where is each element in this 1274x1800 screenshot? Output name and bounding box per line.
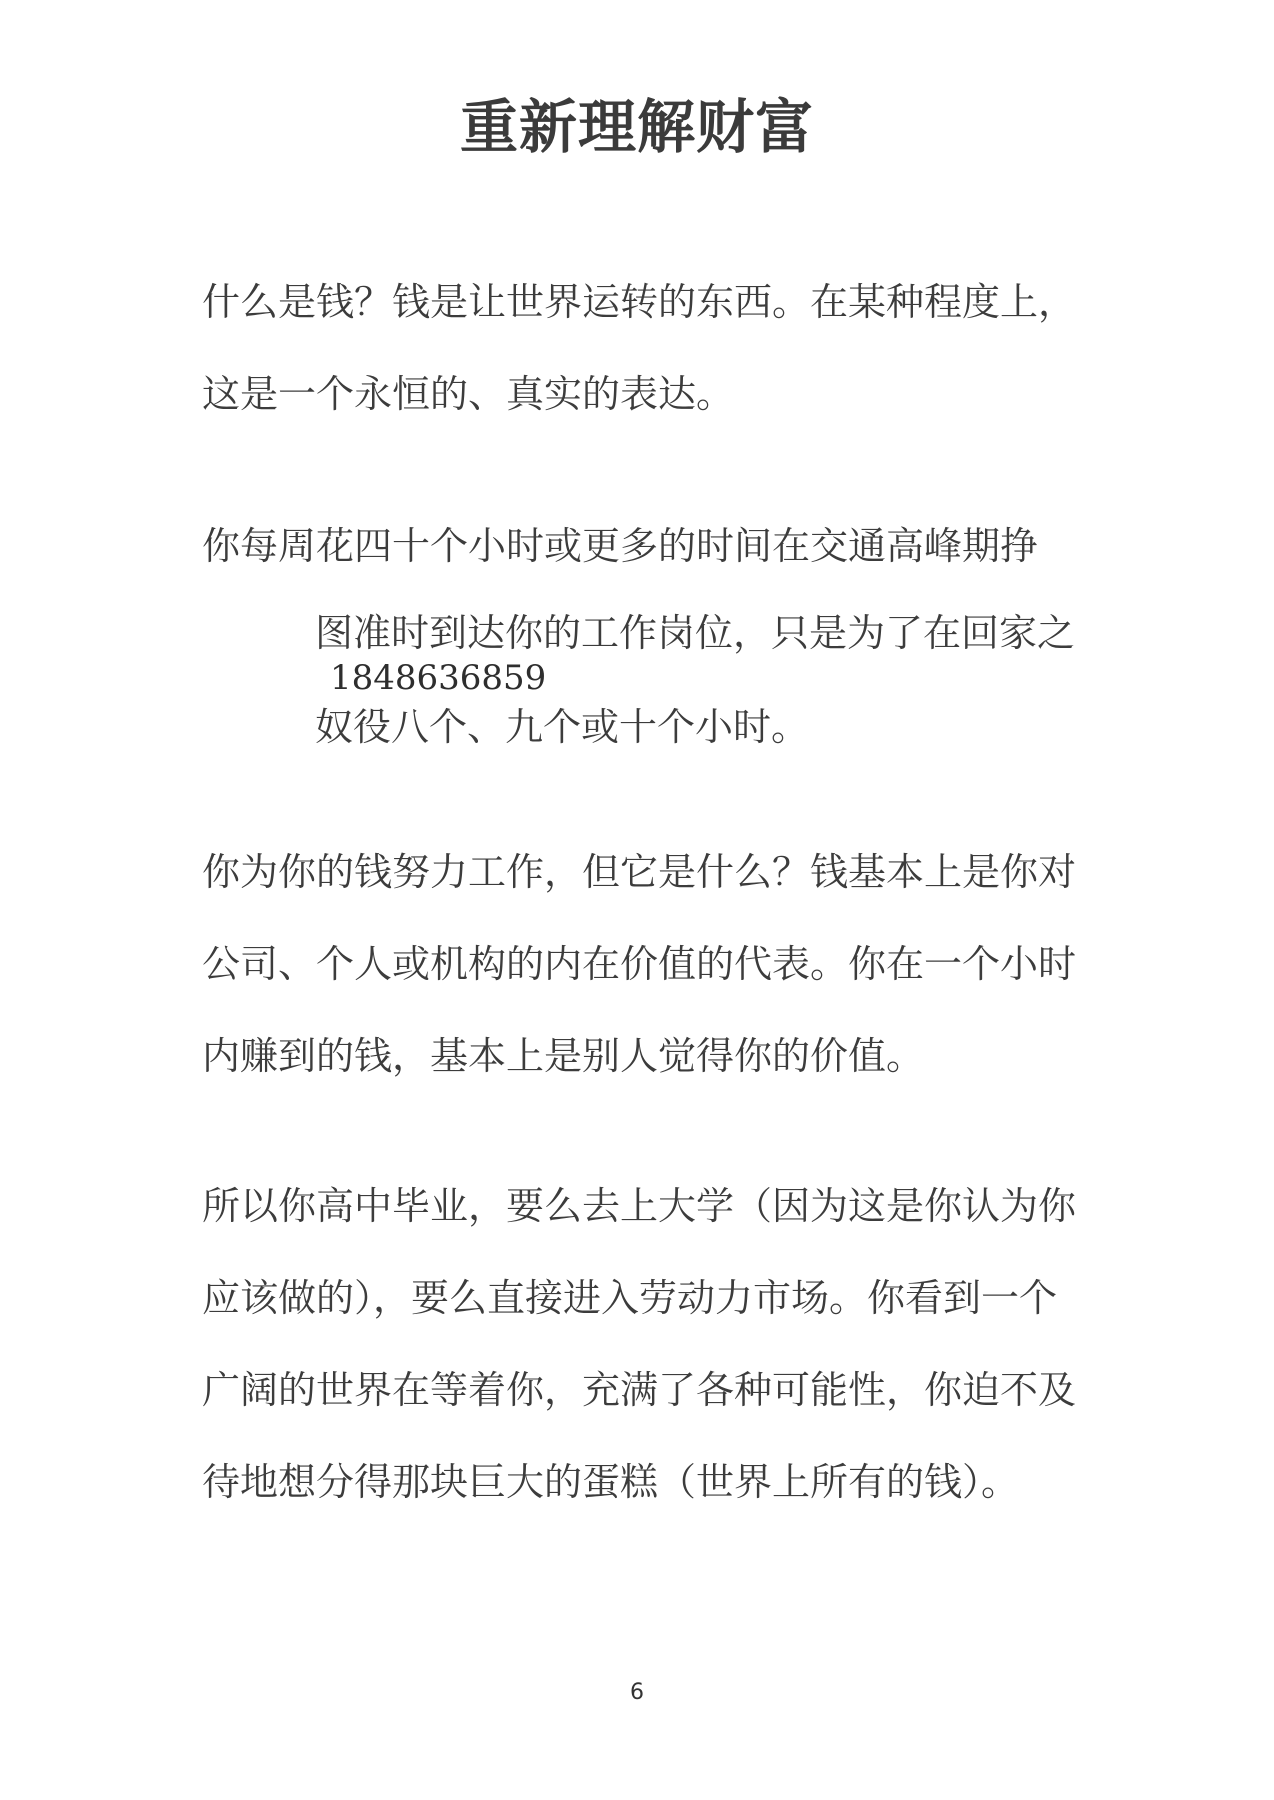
paragraph-line: 图准时到达你的工作岗位，只是为了在回家之 bbox=[315, 611, 1076, 655]
paragraph-line: 公司、个人或机构的内在价值的代表。你在一个小时 bbox=[202, 942, 1077, 986]
paragraph-line: 所以你高中毕业，要么去上大学（因为这是你认为你 bbox=[202, 1184, 1077, 1228]
paragraph-line: 你每周花四十个小时或更多的时间在交通高峰期挣 bbox=[202, 524, 1039, 568]
paragraph-line: 什么是钱？钱是让世界运转的东西。在某种程度上， bbox=[202, 280, 1077, 324]
page-number: 6 bbox=[630, 1680, 644, 1705]
paragraph-2 bbox=[202, 500, 1082, 592]
overlay-number: 1848636859 bbox=[330, 658, 547, 698]
paragraph-4 bbox=[202, 826, 1082, 1102]
indented-paragraph-cont bbox=[315, 702, 1095, 752]
paragraph-line: 这是一个永恒的、真实的表达。 bbox=[202, 372, 735, 416]
paragraph-line: 广阔的世界在等着你，充满了各种可能性，你迫不及 bbox=[202, 1368, 1077, 1412]
paragraph-line: 应该做的），要么直接进入劳动力市场。你看到一个 bbox=[202, 1276, 1058, 1320]
paragraph-line: 奴役八个、九个或十个小时。 bbox=[315, 705, 810, 749]
paragraph-line: 你为你的钱努力工作，但它是什么？钱基本上是你对 bbox=[202, 850, 1077, 894]
indented-paragraph bbox=[315, 608, 1095, 658]
paragraph-line: 内赚到的钱，基本上是别人觉得你的价值。 bbox=[202, 1034, 925, 1078]
paragraph-1 bbox=[202, 256, 1082, 440]
paragraph-line: 待地想分得那块巨大的蛋糕（世界上所有的钱）。 bbox=[202, 1460, 1020, 1504]
paragraph-5 bbox=[202, 1160, 1082, 1528]
page-title: 重新理解财富 bbox=[459, 93, 814, 161]
